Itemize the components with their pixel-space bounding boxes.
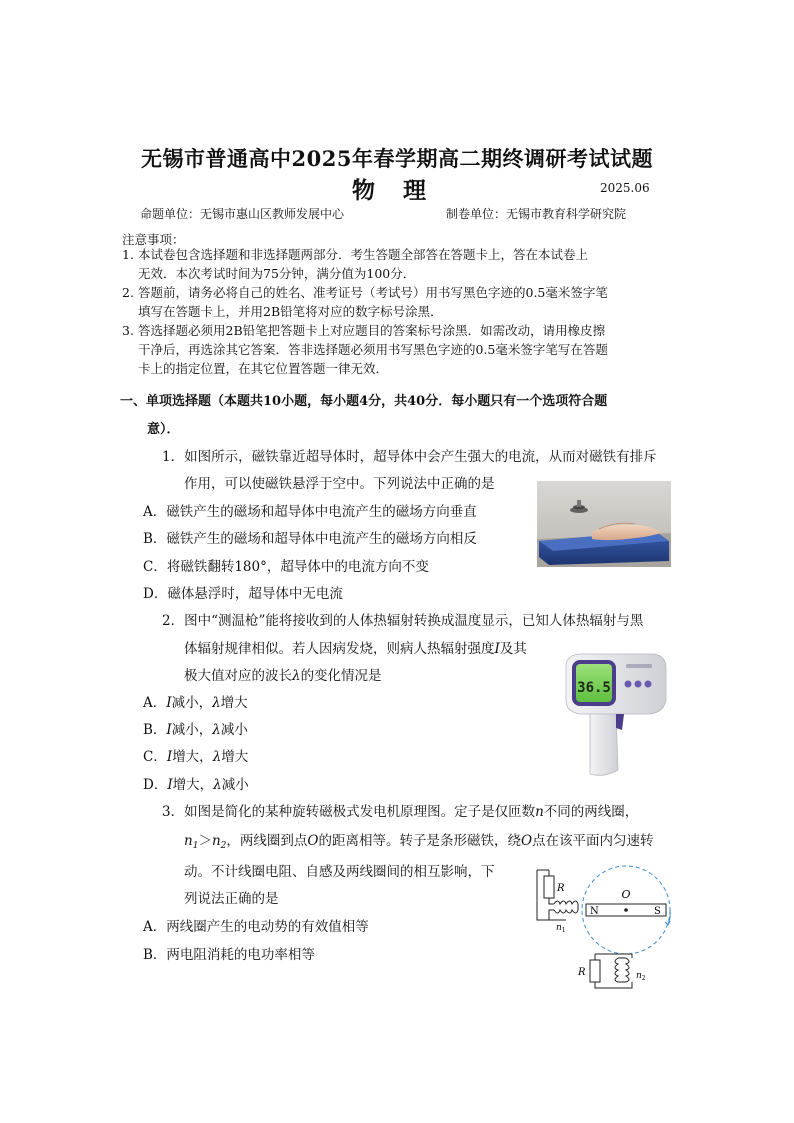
section-heading-cont: 意）． [147,422,180,437]
section-heading: 一、单项选择题（本题共10小题，每小题4分，共40分．每小题只有一个选项符合题 [120,394,608,409]
diagram-label-n1: $n_1$ [556,923,566,934]
generator-diagram [532,862,682,992]
q2-option-b: B．I减小，λ减小 [143,722,248,738]
q1-stem: 1．如图所示，磁铁靠近超导体时，超导体中会产生强大的电流，从而对磁铁有排斥 [162,449,657,465]
diagram-label-s-pole: S [654,906,661,917]
q2-stem-cont: 体辐射规律相似。若人因病发烧，则病人热辐射强度I及其 [184,641,527,657]
q2-option-d: D．I增大，λ减小 [143,777,249,793]
subject-title: 物理 [352,177,454,204]
diagram-label-o: O [621,888,631,901]
thermometer-gun-image [560,650,670,778]
q1-option-d: D．磁体悬浮时，超导体中无电流 [143,586,343,602]
q2-stem-cont2: 极大值对应的波长λ的变化情况是 [184,668,382,684]
q1-option-b: B．磁铁产生的磁场和超导体中电流产生的磁场方向相反 [143,531,477,547]
diagram-label-n-pole: N [590,906,599,917]
author-unit: 命题单位：无锡市惠山区教师发展中心 [140,207,345,221]
q3-option-b: B．两电阻消耗的电功率相等 [143,947,315,963]
q3-option-a: A．两线圈产生的电动势的有效值相等 [143,919,369,935]
levitation-photo [537,481,671,567]
q1-stem-cont: 作用，可以使磁铁悬浮于空中。下列说法中正确的是 [184,476,495,492]
exam-title: 无锡市普通高中2025年春学期高二期终调研考试试题 [141,146,653,171]
q1-option-a: A．磁铁产生的磁场和超导体中电流产生的磁场方向垂直 [143,504,477,520]
q2-option-c: C．I增大，λ增大 [143,749,249,765]
diagram-label-n2: $n_2$ [636,971,646,982]
exam-date: 2025.06 [600,181,650,195]
notes-heading: 注意事项： [122,232,185,247]
q3-stem: 3．如图是简化的某种旋转磁极式发电机原理图。定子是仅匝数n不同的两线圈， [162,804,639,820]
q3-stem-cont2: 动。不计线圈电阻、自感及两线圈间的相互影响，下 [184,864,495,880]
q2-stem: 2．图中“测温枪”能将接收到的人体热辐射转换成温度显示，已知人体热辐射与黑 [162,613,644,629]
print-unit: 制卷单位：无锡市教育科学研究院 [446,207,627,221]
q2-option-a: A．I减小，λ增大 [143,695,248,711]
q3-stem-cont3: 列说法正确的是 [184,891,279,907]
diagram-label-r-bottom: R [578,967,586,978]
q1-option-c: C．将磁铁翻转180°，超导体中的电流方向不变 [143,559,429,575]
diagram-label-r-top: R [557,883,565,894]
q3-stem-cont: $n_1>n_2$，两线圈到点O的距离相等。转子是条形磁铁，绕O点在该平面内匀速转 [184,833,654,851]
thermometer-screen-reading: 36.5 [577,680,611,696]
